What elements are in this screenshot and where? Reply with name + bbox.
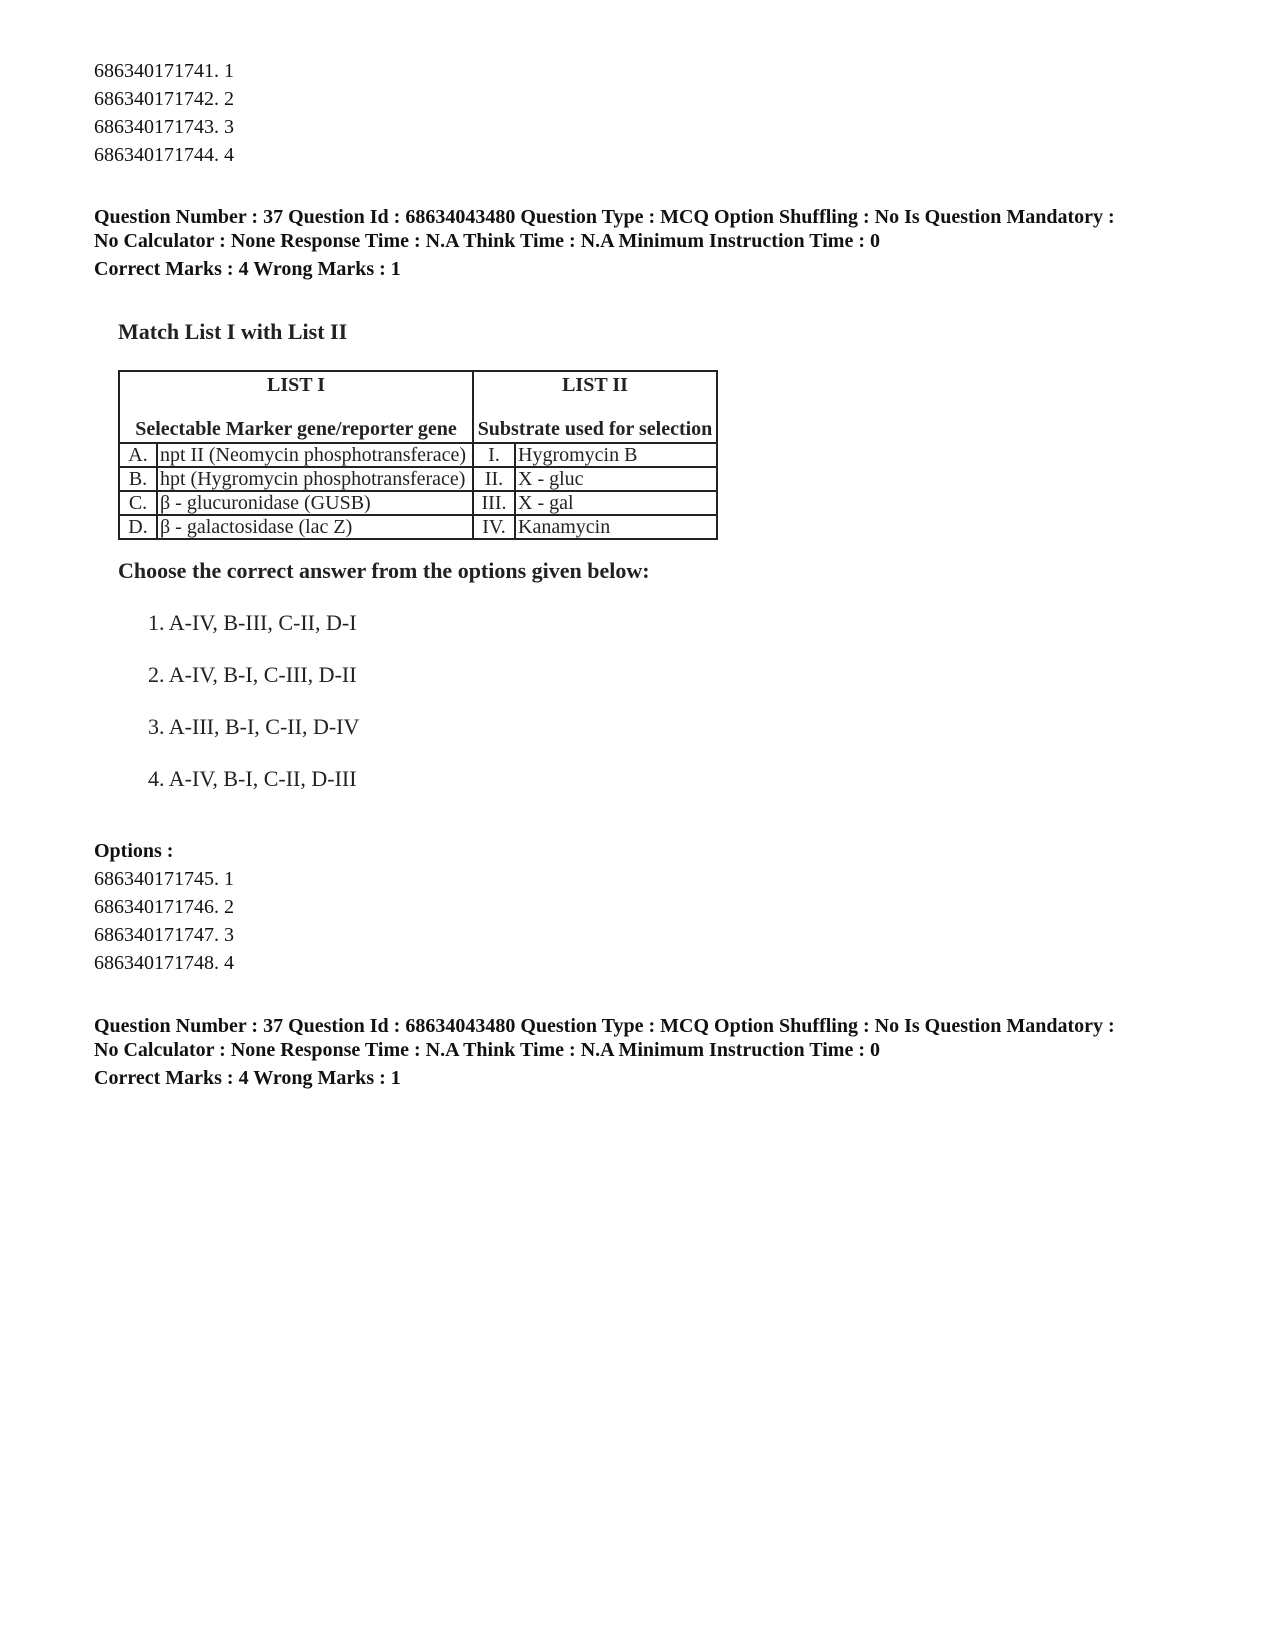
list2-item: X - gal bbox=[515, 491, 717, 515]
answer-choice: 4. A-IV, B-I, C-II, D-III bbox=[148, 766, 357, 791]
list1-header bbox=[119, 371, 473, 443]
question-meta-line-2: No Calculator : None Response Time : N.A Think Time : N.A Minimum Instruction Time : 0 bbox=[94, 1039, 880, 1061]
list1-subtitle: Selectable Marker gene/reporter gene bbox=[135, 418, 457, 440]
table-row bbox=[119, 467, 717, 491]
list1-item: npt II (Neomycin phosphotransferace) bbox=[157, 443, 473, 467]
option-id-line: 686340171743. 3 bbox=[94, 116, 234, 138]
list1-title: LIST I bbox=[266, 374, 325, 396]
choose-instruction: Choose the correct answer from the options given below: bbox=[118, 558, 650, 583]
match-table-header-row bbox=[119, 371, 717, 443]
answer-choice: 2. A-IV, B-I, C-III, D-II bbox=[148, 662, 357, 687]
next-question-header bbox=[94, 1014, 1214, 1090]
row-letter: A. bbox=[119, 443, 157, 467]
option-id-line: 686340171744. 4 bbox=[94, 144, 234, 166]
list2-item: X - gluc bbox=[515, 467, 717, 491]
match-table bbox=[118, 370, 718, 540]
question-meta-line-2: No Calculator : None Response Time : N.A Think Time : N.A Minimum Instruction Time : 0 bbox=[94, 230, 880, 252]
row-letter: C. bbox=[119, 491, 157, 515]
options-label: Options : bbox=[94, 840, 174, 862]
list2-item: Kanamycin bbox=[515, 515, 717, 539]
question-body bbox=[118, 318, 758, 791]
list2-title: LIST II bbox=[562, 374, 628, 396]
option-id-line: 686340171747. 3 bbox=[94, 924, 234, 946]
option-id-line: 686340171748. 4 bbox=[94, 952, 234, 974]
answer-choice: 3. A-III, B-I, C-II, D-IV bbox=[148, 714, 360, 739]
table-row bbox=[119, 443, 717, 467]
question-meta-line-1: Question Number : 37 Question Id : 68634043480 Question Type : MCQ Option Shuffling : No Is Question Mandatory : bbox=[94, 1015, 1115, 1037]
question-marks: Correct Marks : 4 Wrong Marks : 1 bbox=[94, 1067, 401, 1089]
row-letter: B. bbox=[119, 467, 157, 491]
list1-item: β - galactosidase (lac Z) bbox=[157, 515, 473, 539]
list2-subtitle: Substrate used for selection bbox=[477, 418, 713, 440]
answer-choice: 1. A-IV, B-III, C-II, D-I bbox=[148, 610, 357, 635]
option-id-line: 686340171746. 2 bbox=[94, 896, 234, 918]
table-row bbox=[119, 515, 717, 539]
question-heading: Match List I with List II bbox=[118, 319, 348, 344]
question-header bbox=[94, 205, 1214, 281]
row-letter: D. bbox=[119, 515, 157, 539]
list1-item: hpt (Hygromycin phosphotransferace) bbox=[157, 467, 473, 491]
option-id-line: 686340171742. 2 bbox=[94, 88, 234, 110]
list1-item: β - glucuronidase (GUSB) bbox=[157, 491, 473, 515]
option-id-line: 686340171741. 1 bbox=[94, 60, 234, 82]
list2-header bbox=[473, 371, 717, 443]
list2-item: Hygromycin B bbox=[515, 443, 717, 467]
option-id-line: 686340171745. 1 bbox=[94, 868, 234, 890]
row-roman: I. bbox=[473, 443, 515, 467]
row-roman: IV. bbox=[473, 515, 515, 539]
row-roman: III. bbox=[473, 491, 515, 515]
question-meta-line-1: Question Number : 37 Question Id : 68634043480 Question Type : MCQ Option Shuffling : No Is Question Mandatory : bbox=[94, 206, 1115, 228]
row-roman: II. bbox=[473, 467, 515, 491]
table-row bbox=[119, 491, 717, 515]
question-marks: Correct Marks : 4 Wrong Marks : 1 bbox=[94, 258, 401, 280]
